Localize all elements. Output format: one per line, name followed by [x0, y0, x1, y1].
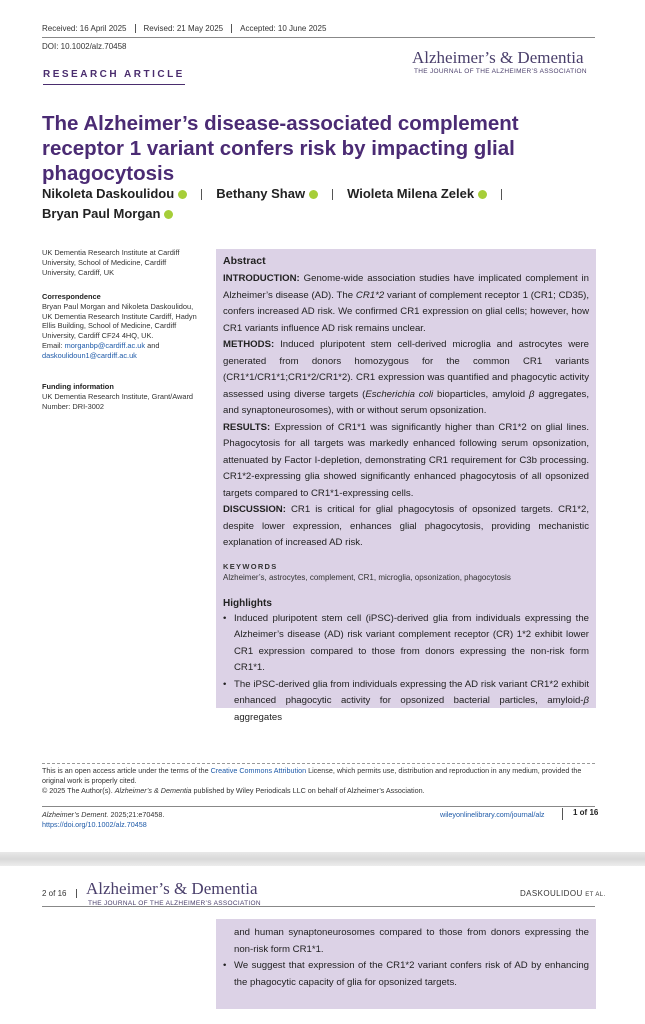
journal-subtitle: THE JOURNAL OF THE ALZHEIMER’S ASSOCIATION: [414, 68, 587, 75]
abstract-box: [216, 249, 596, 723]
affiliation: UK Dementia Research Institute at Cardiff University, School of Medicine, Cardiff University, Cardiff, UK: [42, 248, 180, 277]
keywords-label: KEYWORDS: [223, 561, 278, 571]
article-type: RESEARCH ARTICLE: [43, 69, 185, 85]
abstract-heading: Abstract: [223, 255, 266, 267]
journal-subtitle: THE JOURNAL OF THE ALZHEIMER’S ASSOCIATION: [88, 900, 261, 907]
highlight-item: • We suggest that expression of the CR1*2 variant confers risk of AD by enhancing the phagocytic capacity of glia for opsonized targets.: [223, 960, 589, 988]
abstract-methods: METHODS: Induced pluripotent stem cell-derived microglia and astrocytes were generated from donors homozygous for the common CR1 variants (CR1*1/CR1*1;CR1*2/CR1*2). CR1 expression was quantified and phagocytic activity assessed using diverse targets (Escherichia coli bioparticles, amyloid β aggregates, and synaptoneurosomes), with or without serum opsonization.: [223, 339, 590, 416]
funding: [42, 382, 202, 411]
author-list: [42, 184, 602, 224]
email-link[interactable]: daskoulidoun1@cardiff.ac.uk: [42, 350, 137, 360]
abstract-results: RESULTS: Expression of CR1*1 was significantly higher than CR1*2 on glial lines. Phagocytosis for all targets was markedly enhanced following serum opsonization, attenuated by Factor I-depletion, demonstrating CR1 requirement for C3b processing. CR1*2-expressing glia showed significantly enhanced phagocytosis of all opsonized targets compared to CR1*1-expressing cells.: [223, 421, 589, 499]
page-number: 1 of 16: [562, 808, 598, 820]
revised-date: Revised: 21 May 2025: [144, 24, 233, 33]
header-divider: [42, 906, 595, 907]
author-name[interactable]: Wioleta Milena Zelek: [347, 184, 487, 204]
article-dates: [42, 24, 342, 33]
citation: Alzheimer’s Dement. 2025;21:e70458. https://doi.org/10.1002/alz.70458: [42, 810, 165, 829]
author-name[interactable]: Nikoleta Daskoulidou: [42, 184, 187, 204]
journal-website-link[interactable]: wileyonlinelibrary.com/journal/alz: [440, 810, 545, 819]
highlights-label: Highlights: [223, 597, 272, 609]
received-date: Received: 16 April 2025: [42, 24, 136, 33]
highlight-item: • The iPSC-derived glia from individuals expressing the AD risk variant CR1*2 exhibit enhanced phagocytic activity for opsonized bacterial particles, amyloid-β aggregates: [223, 678, 589, 723]
page-number: 2 of 16: [42, 889, 77, 898]
abstract-discussion: DISCUSSION: CR1 is critical for glial phagocytosis of opsonized targets. CR1*2, despite lower expression, enhances glial phagocytosis, providing mechanistic explanation of increased AD risk.: [223, 504, 589, 548]
orcid-icon[interactable]: [309, 190, 318, 199]
page-break: [0, 852, 645, 866]
journal-logo: Alzheimer’s & Dementia: [412, 48, 584, 67]
footer-divider: [42, 763, 595, 764]
correspondence-text: Bryan Paul Morgan and Nikoleta Daskoulidou, UK Dementia Research Institute Cardiff, Hadyn Ellis Building, School of Medicine, Cardiff University, Cardiff CF24 4HQ, UK.: [42, 301, 197, 341]
doi-link[interactable]: https://doi.org/10.1002/alz.70458: [42, 820, 147, 829]
orcid-icon[interactable]: [178, 190, 187, 199]
author-name[interactable]: Bryan Paul Morgan: [42, 204, 173, 224]
journal-logo: Alzheimer’s & Dementia: [86, 879, 258, 898]
separator: [201, 189, 202, 200]
header-divider: [42, 37, 595, 38]
orcid-icon[interactable]: [164, 210, 173, 219]
abstract-introduction: INTRODUCTION: Genome-wide association studies have implicated complement in Alzheimer’s disease (AD). The CR1*2 variant of complement receptor 1 (CR1; CD35), confers increased AD risk. We confirmed CR1 expression on glial cells; however, how CR1 variants influence AD risk remains unclear.: [223, 273, 590, 334]
funding-text: UK Dementia Research Institute, Grant/Award Number: DRI-3002: [42, 391, 194, 411]
author-name[interactable]: Bethany Shaw: [216, 184, 318, 204]
correspondence: Correspondence Bryan Paul Morgan and Nikoleta Daskoulidou, UK Dementia Research Institute Cardiff, Hadyn Ellis Building, School of Medicine, Cardiff University, Cardiff CF24 4HQ, UK. Email: morganbp@cardiff.ac.uk and daskoulidoun1@cardiff.ac.uk: [42, 292, 197, 360]
license-notice: This is an open access article under the terms of the Creative Commons Attribution License, which permits use, distribution and reproduction in any medium, provided the original work is properly cited. © 2025 The Author(s). Alzheimer’s & Dementia published by Wiley Periodicals LLC on behalf of Alzheimer’s Association.: [42, 766, 582, 795]
running-head: DASKOULIDOU ET AL.: [520, 889, 606, 898]
highlight-continued: and human synaptoneurosomes compared to those from donors expressing the non-risk form CR1*1.: [234, 927, 589, 955]
article-title: The Alzheimer’s disease-associated complement receptor 1 variant confers risk by impacting glial phagocytosis: [42, 112, 519, 185]
email-link[interactable]: morganbp@cardiff.ac.uk: [64, 340, 146, 350]
accepted-date: Accepted: 10 June 2025: [240, 24, 327, 33]
license-link[interactable]: Creative Commons Attribution: [210, 766, 307, 775]
correspondence-label: Correspondence: [42, 292, 101, 301]
funding-label: Funding information: [42, 382, 114, 391]
keywords: Alzheimer’s, astrocytes, complement, CR1, microglia, opsonization, phagocytosis: [223, 572, 511, 582]
orcid-icon[interactable]: [478, 190, 487, 199]
doi[interactable]: DOI: 10.1002/alz.70458: [42, 42, 127, 51]
separator: [332, 189, 333, 200]
highlights-continued: [216, 919, 596, 1009]
footer-divider: [42, 806, 595, 807]
separator: [501, 189, 502, 200]
highlight-item: • Induced pluripotent stem cell (iPSC)-derived glia from individuals expressing the Alzheimer’s disease (AD) risk variant complement receptor (CR) 1*2 exhibit lower CR1 expression compared to those from donors expressing the non-risk form CR1*1.: [223, 612, 589, 673]
